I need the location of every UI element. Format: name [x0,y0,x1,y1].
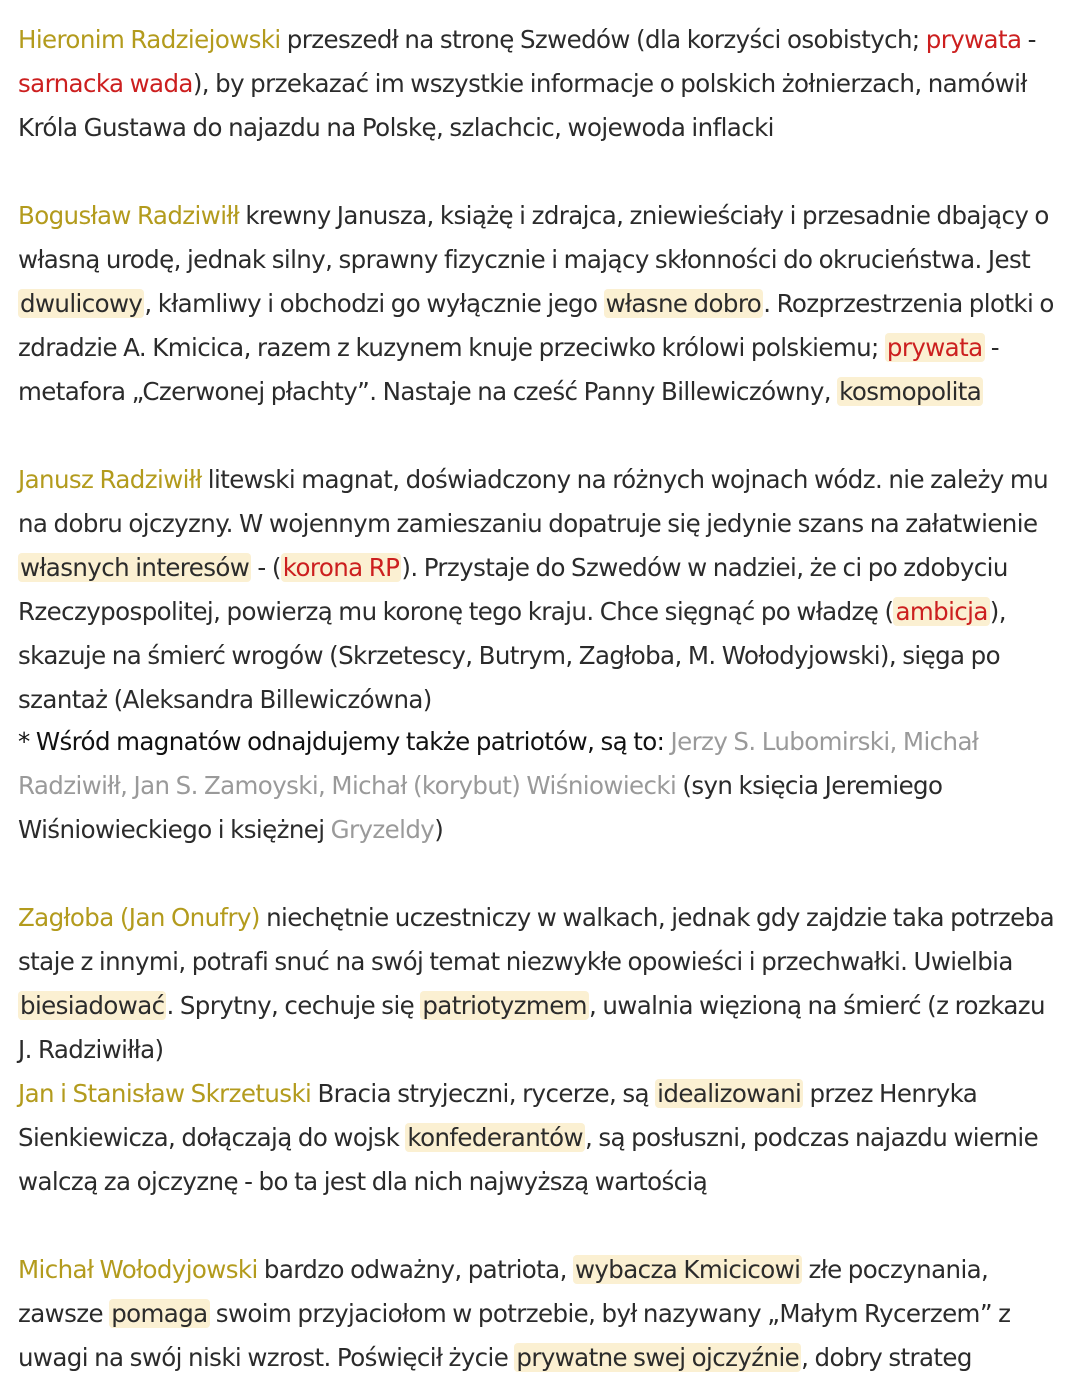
highlighted-term: idealizowani [657,1079,802,1108]
highlighted-term: biesiadować [20,991,165,1020]
paragraph-boguslaw [18,194,1064,414]
character-name: Zagłoba (Jan Onufry) [18,903,260,932]
description-text: przeszedł na stronę Szwedów (dla korzyści osobistych; [280,25,926,54]
intro-text: * Wśród magnatów odnajdujemy także patriotów, są to: [18,727,671,756]
description-text: ), skazuje na śmierć wrogów (Skrzetescy, Butrym, Zagłoba, M. Wołodyjowski), sięga po szantaż (Aleksandra Billewiczówna) [18,597,1006,714]
highlighted-term: patriotyzmem [422,991,587,1020]
paragraph-janusz [18,458,1064,722]
description-text: - ( [251,553,281,582]
description-text: ). Przystaje do Szwedów w nadziei, że ci po zdobyciu Rzeczypospolitej, powierzą mu koronę tego kraju. Chce sięgnąć po władzę ( [18,553,1008,626]
highlighted-term: konfederantów [407,1123,583,1152]
character-name: Hieronim Radziejowski [18,25,281,54]
patriot-names: Jerzy S. Lubomirski, Michał Radziwiłł, Jan S. Zamoyski, Michał (korybut) Wiśniowiecki [18,727,979,800]
highlighted-term: kosmopolita [839,377,982,406]
separator-text: - [1021,25,1036,54]
character-name: Jan i Stanisław Skrzetuski [18,1079,312,1108]
description-text: bardzo odważny, patriota, [257,1255,573,1284]
highlighted-term: własne dobro [605,289,762,318]
paragraph-zagloba [18,896,1064,1072]
highlighted-term: własnych interesów [20,553,250,582]
paragraph-skrzetuscy [18,1072,1064,1204]
description-text: niechętnie uczestniczy w walkach, jednak gdy zajdzie taka potrzeba staje z innymi, potrafi snuć na swój temat niezwykłe opowieści i przechwałki. Uwielbia [18,903,1055,976]
paragraph-radziejowski [18,18,1064,150]
red-term: ambicja [895,597,988,626]
description-text: , uwalnia więzioną na śmierć (z rozkazu J. Radziwiłła) [18,991,1045,1064]
red-term: korona RP [282,553,400,582]
paragraph-patriots [18,720,1064,852]
highlighted-term: wybacza Kmicicowi [574,1255,801,1284]
description-text: litewski magnat, doświadczony na różnych wojnach wódz. nie zależy mu na dobru ojczyzny. W wojennym zamieszaniu dopatruje się jedynie szans na załatwienie [18,465,1049,538]
red-term: prywata [886,333,983,362]
character-name: Janusz Radziwiłł [18,465,202,494]
description-text: , są posłuszni, podczas najazdu wiernie walczą za ojczyznę - bo ta jest dla nich najwyższą wartością [18,1123,1039,1196]
description-text: - metafora „Czerwonej płachty”. Nastaje na cześć Panny Billewiczówny, [18,333,999,406]
character-name: Bogusław Radziwiłł [18,201,240,230]
paragraph-wolodyjowski [18,1248,1064,1380]
description-text: , kłamliwy i obchodzi go wyłącznie jego [144,289,604,318]
description-text: ), by przekazać im wszystkie informacje o polskich żołnierzach, namówił Króla Gustawa do najazdu na Polskę, szlachcic, wojewoda inflacki [18,69,1027,142]
description-text: , dobry strateg [801,1343,972,1372]
patriot-names: Gryzeldy [330,815,435,844]
highlighted-term: prywatne swej ojczyźnie [516,1343,800,1372]
description-text: Bracia stryjeczni, rycerze, są [311,1079,656,1108]
description-text: złe poczynania, zawsze [18,1255,989,1328]
description-text: ) [434,815,444,844]
description-text: krewny Janusza, książę i zdrajca, zniewieściały i przesadnie dbający o własną urodę, jednak silny, sprawny fizycznie i mający skłonności do okrucieństwa. Jest [18,201,1049,274]
red-term: prywata [925,25,1022,54]
highlighted-term: dwulicowy [20,289,143,318]
description-text: przez Henryka Sienkiewicza, dołączają do wojsk [18,1079,978,1152]
character-name: Michał Wołodyjowski [18,1255,258,1284]
description-text: swoim przyjaciołom w potrzebie, był nazywany „Małym Rycerzem” z uwagi na swój niski wzrost. Poświęcił życie [18,1299,1011,1372]
description-text: (syn księcia Jeremiego Wiśniowieckiego i księżnej [18,771,943,844]
highlighted-term: pomaga [111,1299,208,1328]
description-text: . Rozprzestrzenia plotki o zdradzie A. Kmicica, razem z kuzynem knuje przeciwko królowi polskiemu; [18,289,1054,362]
description-text: . Sprytny, cechuje się [166,991,421,1020]
red-term: sarnacka wada [18,69,193,98]
